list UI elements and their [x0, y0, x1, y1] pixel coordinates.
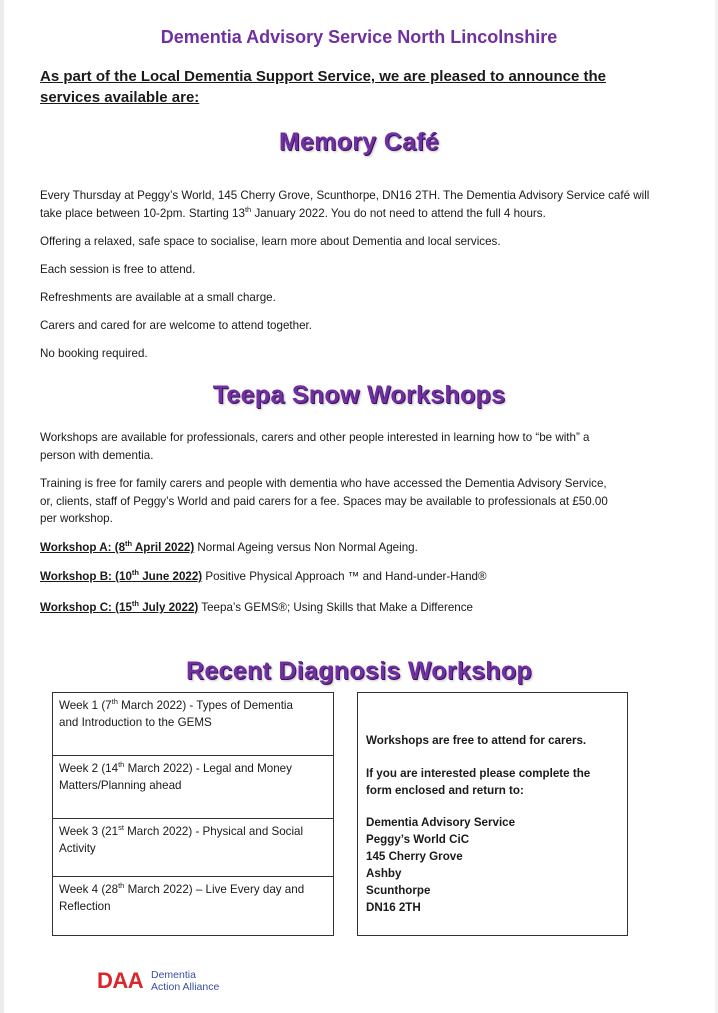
- teepa-p1-line2: person with dementia.: [40, 448, 154, 462]
- workshop-c-label-date: July 2022): [139, 601, 199, 614]
- week-4-line2: Reflection: [59, 900, 111, 913]
- week-2-label: Week 2 (14: [59, 762, 119, 775]
- recent-diagnosis-heading: Recent Diagnosis Workshop: [186, 657, 532, 685]
- weeks-table: [52, 692, 334, 936]
- memory-cafe-heading: Memory Café: [278, 128, 440, 156]
- week-4-line1: [59, 881, 327, 898]
- week-row: [53, 819, 333, 877]
- ordinal-suffix: th: [118, 760, 125, 770]
- intro-line-2: services available are:: [40, 89, 200, 106]
- ordinal-suffix: th: [118, 881, 125, 891]
- dementia-action-alliance-logo: [97, 966, 237, 996]
- teepa-p2-line1: Training is free for family carers and people with dementia who have accessed the Dementia Advisory Service,: [40, 477, 607, 490]
- memory-cafe-paragraph-3: Each session is free to attend.: [40, 263, 196, 276]
- workshop-b-label-text: Workshop B: (10: [40, 570, 132, 583]
- teepa-snow-heading: Teepa Snow Workshops: [212, 381, 506, 409]
- teepa-paragraph-1: [40, 429, 680, 464]
- week-1-line2: and Introduction to the GEMS: [59, 716, 212, 729]
- workshop-c-label: [40, 601, 198, 614]
- free-for-carers-text: Workshops are free to attend for carers.: [366, 734, 587, 747]
- address-line: Dementia Advisory Service: [366, 816, 516, 829]
- workshop-b-title: Positive Physical Approach ™ and Hand-under-Hand®: [202, 570, 487, 583]
- ordinal-suffix: th: [131, 599, 139, 609]
- teepa-paragraph-2: [40, 475, 680, 528]
- contact-info-box: [357, 692, 628, 936]
- memory-cafe-p1-line2-rest: January 2022. You do not need to attend the full 4 hours.: [251, 206, 546, 220]
- week-3-label: Week 3 (21: [59, 825, 119, 838]
- daa-line-1: Dementia: [151, 969, 196, 981]
- week-4-label: Week 4 (28: [59, 883, 119, 896]
- week-2-topic: March 2022) - Legal and Money: [124, 762, 292, 775]
- workshop-a-label: [40, 541, 194, 554]
- teepa-p1-line1: Workshops are available for professionals, carers and other people interested in learning how to “be with” a: [40, 431, 590, 444]
- intro-line-1: As part of the Local Dementia Support Service, we are pleased to announce the: [40, 68, 606, 85]
- memory-cafe-paragraph-2: Offering a relaxed, safe space to socialise, learn more about Dementia and local services.: [40, 235, 501, 248]
- interest-line-2: form enclosed and return to:: [366, 784, 524, 797]
- workshop-c-label-text: Workshop C: (15: [40, 601, 132, 614]
- teepa-p2-line3: per workshop.: [40, 512, 113, 525]
- week-1-line1: [59, 697, 327, 714]
- workshop-b: [40, 568, 680, 586]
- memory-cafe-p1-line1: Every Thursday at Peggy’s World, 145 Cherry Grove, Scunthorpe, DN16 2TH. The Dementia Advisory Service café will: [40, 189, 650, 202]
- ordinal-suffix: th: [131, 568, 139, 578]
- week-4-topic: March 2022) – Live Every day and: [124, 883, 305, 896]
- interest-line-1: If you are interested please complete the: [366, 767, 591, 780]
- week-3-topic: March 2022) - Physical and Social: [123, 825, 304, 838]
- week-row: [53, 756, 333, 819]
- address-line: Scunthorpe: [366, 884, 431, 897]
- week-row: [53, 877, 333, 935]
- address-line: DN16 2TH: [366, 901, 421, 914]
- week-3-line2: Activity: [59, 842, 96, 855]
- memory-cafe-paragraph-5: Carers and cared for are welcome to attend together.: [40, 319, 312, 332]
- daa-mark: DAA: [97, 968, 144, 993]
- week-3-line1: [59, 823, 327, 840]
- workshop-b-label: [40, 570, 202, 583]
- daa-line-2: Action Alliance: [151, 981, 220, 993]
- ordinal-suffix: th: [125, 539, 133, 549]
- memory-cafe-paragraph-1: [40, 187, 680, 222]
- workshop-a-title: Normal Ageing versus Non Normal Ageing.: [194, 541, 418, 554]
- workshop-c: [40, 599, 680, 617]
- address-line: Peggy’s World CiC: [366, 833, 470, 846]
- week-1-label: Week 1 (7: [59, 699, 112, 712]
- address-line: 145 Cherry Grove: [366, 850, 463, 863]
- week-row: [53, 693, 333, 756]
- workshop-b-label-date: June 2022): [139, 570, 203, 583]
- ordinal-suffix: th: [244, 204, 252, 214]
- ordinal-suffix: th: [111, 697, 118, 707]
- daa-wordmark: [151, 969, 219, 993]
- document-title: Dementia Advisory Service North Lincolnshire: [160, 27, 558, 47]
- ordinal-suffix: st: [118, 823, 124, 833]
- workshop-a: [40, 539, 680, 557]
- memory-cafe-paragraph-4: Refreshments are available at a small charge.: [40, 291, 276, 304]
- address-line: Ashby: [366, 867, 402, 880]
- week-1-topic: March 2022) - Types of Dementia: [117, 699, 293, 712]
- teepa-p2-line2: or, clients, staff of Peggy’s World and paid carers for a fee. Spaces may be available to professionals at £50.00: [40, 494, 608, 508]
- workshop-a-label-date: April 2022): [132, 541, 195, 554]
- week-2-line2: Matters/Planning ahead: [59, 779, 182, 792]
- week-2-line1: [59, 760, 327, 777]
- workshop-c-title: Teepa’s GEMS®; Using Skills that Make a Difference: [198, 601, 473, 614]
- workshop-a-label-text: Workshop A: (8: [40, 541, 126, 554]
- memory-cafe-paragraph-6: No booking required.: [40, 347, 148, 360]
- memory-cafe-p1-line2-text: take place between 10-2pm. Starting 13: [40, 206, 245, 220]
- intro-text: [40, 66, 680, 108]
- memory-cafe-p1-line2: [40, 205, 680, 223]
